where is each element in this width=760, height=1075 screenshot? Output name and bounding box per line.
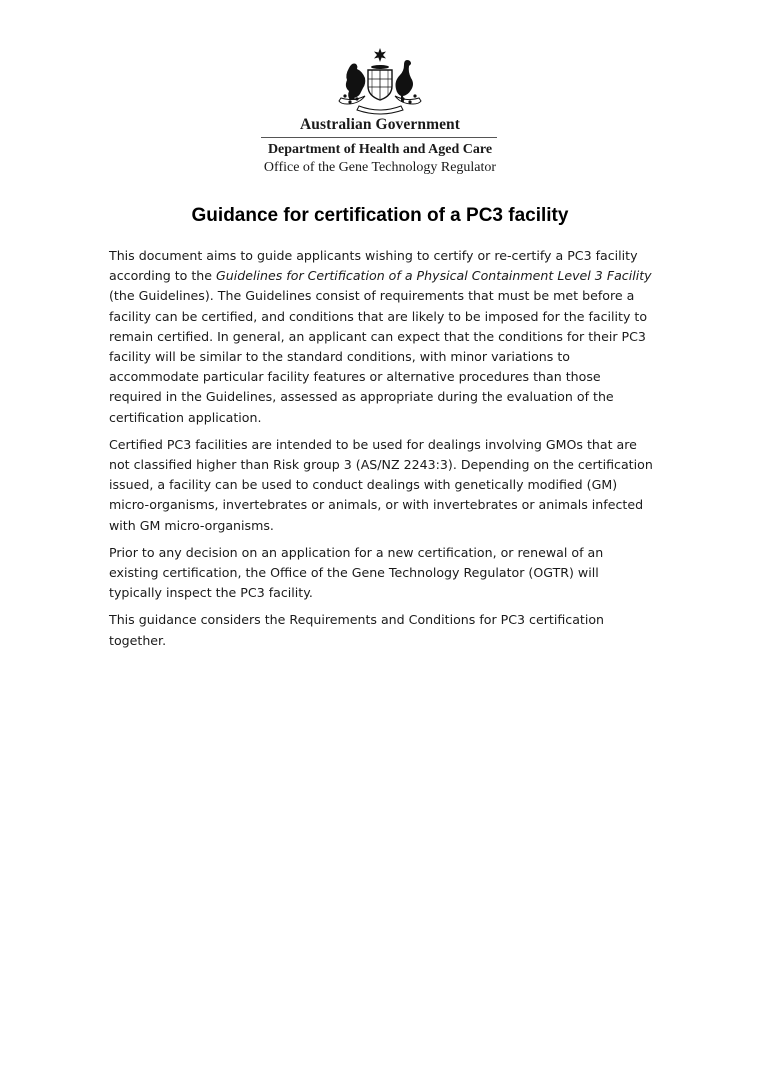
header-divider: [261, 137, 497, 138]
paragraph-intro-continued: (the Guidelines). The Guidelines consist of requirements that must be met before a facility can be certified, and conditions that are likely to be imposed for the facility to remain certified. In general, an applicant can expect that the conditions for their PC3 facility will be similar to the standard conditions, with minor variations to accommodate particular facility features or alternative procedures than those required in the Guidelines, assessed as appropriate during the evaluation of the certification application.: [109, 288, 648, 425]
paragraph-intro: [109, 246, 654, 428]
document-title: Guidance for certification of a PC3 facility: [191, 205, 569, 226]
paragraph-guidance: This guidance considers the Requirements and Conditions for PC3 certification together.: [109, 612, 605, 648]
paragraph-scope: Certified PC3 facilities are intended to be used for dealings involving GMOs that are not classified higher than Risk group 3 (AS/NZ 2243:3). Depending on the certification issued, a facility can be used to conduct dealings with genetically modified (GM) micro-organisms, invertebrates or animals, or with invertebrates or animals infected with GM micro-organisms.: [109, 436, 653, 533]
commonwealth-coat-of-arms-icon: [335, 46, 425, 116]
paragraph-intro-text: This document aims to guide applicants wishing to certify or re-certify a PC3 facility according to the: [109, 248, 638, 284]
document-body: [109, 246, 654, 658]
department-name: Department of Health and Aged Care: [267, 142, 493, 157]
paragraph-inspection: Prior to any decision on an application for a new certification, or renewal of an existing certification, the Office of the Gene Technology Regulator (OGTR) will typically inspect the PC3 facility.: [109, 544, 604, 601]
office-name: Office of the Gene Technology Regulator: [263, 160, 497, 175]
guidelines-title: Guidelines for Certification of a Physical Containment Level 3 Facility: [216, 268, 652, 284]
government-name: Australian Government: [299, 116, 461, 133]
